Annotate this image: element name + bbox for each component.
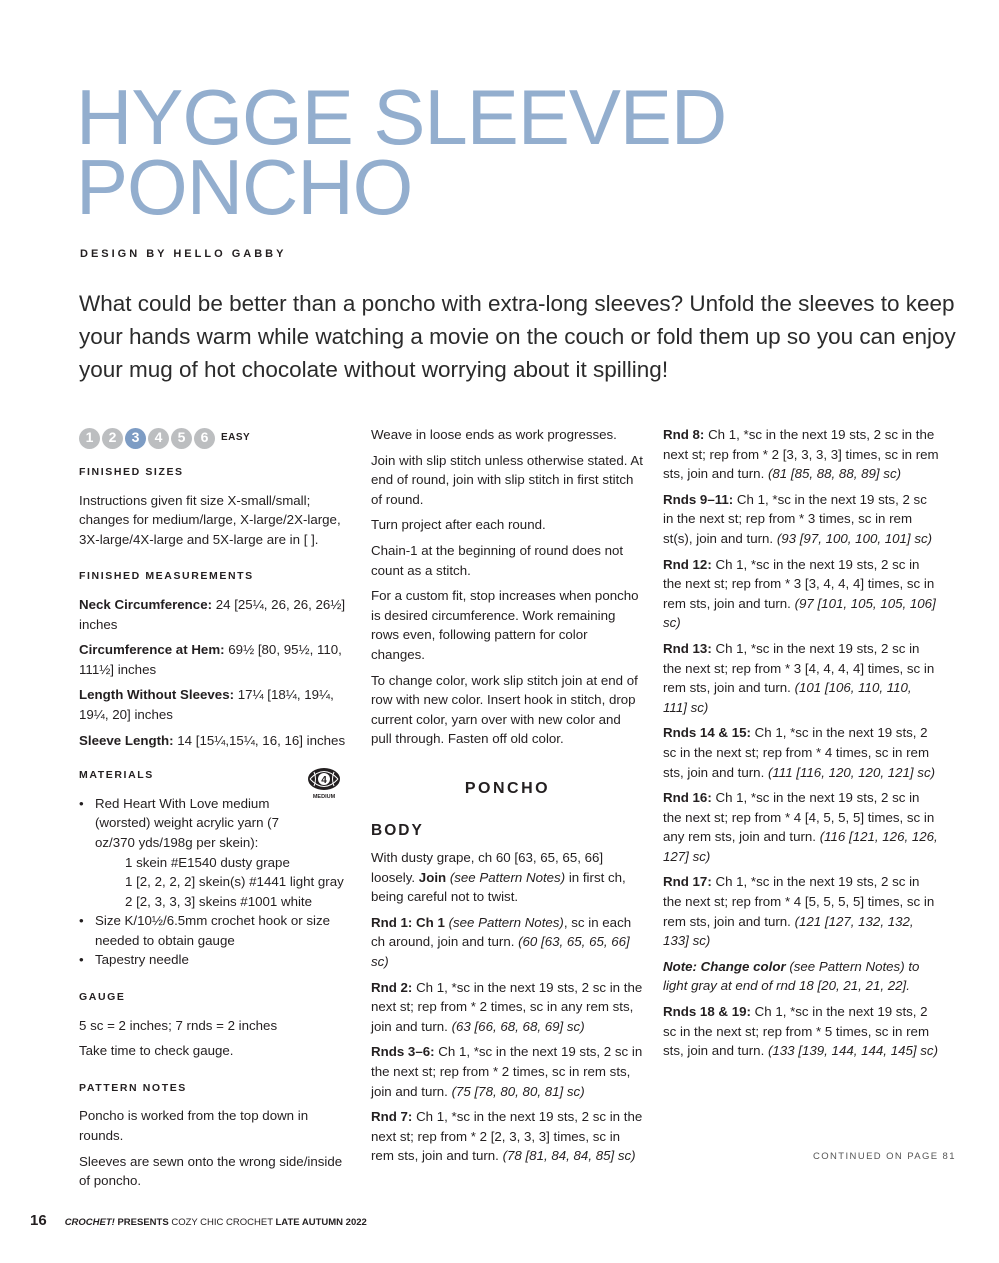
skein-dusty-grape: 1 skein #E1540 dusty grape bbox=[125, 854, 290, 870]
footer-issue: LATE AUTUMN 2022 bbox=[275, 1217, 367, 1228]
footer-series: COZY CHIC CROCHET bbox=[168, 1217, 276, 1228]
materials-section bbox=[79, 766, 349, 970]
svg-text:4: 4 bbox=[321, 775, 327, 787]
pattern-note: Chain-1 at the beginning of round does not count as a stitch. bbox=[371, 542, 624, 578]
footer-presents: PRESENTS bbox=[114, 1217, 169, 1228]
pattern-notes-heading: PATTERN NOTES bbox=[79, 1081, 187, 1094]
column-2 bbox=[371, 425, 644, 1172]
round-instruction: Rnds 3–6: Ch 1, *sc in the next 19 sts, 2 sc in the next st; rep from * 2 times, sc in rem sts, join and turn. (75 [78, 80, 80, 81] sc) bbox=[371, 1044, 643, 1099]
finished-sizes-text: Instructions given fit size X-small/small; changes for medium/large, X-large/2X-large, 3X-large/4X-large and 5X-large are in [ ]. bbox=[79, 492, 341, 547]
round-instruction: Rnd 13: Ch 1, *sc in the next 19 sts, 2 sc in the next st; rep from * 3 [4, 4, 4, 4] times, sc in rem sts, join and turn. (101 [106, 110, 110, 111] sc) bbox=[663, 640, 935, 715]
page-number: 16 bbox=[30, 1212, 47, 1229]
pattern-note: Sleeves are sewn onto the wrong side/inside of poncho. bbox=[79, 1153, 343, 1189]
gauge-line-1: 5 sc = 2 inches; 7 rnds = 2 inches bbox=[79, 1017, 278, 1033]
materials-item-hook: • Size K/10½/6.5mm crochet hook or size needed to obtain gauge bbox=[79, 911, 349, 950]
title-line-2: PONCHO bbox=[76, 143, 413, 231]
skill-dot-6: 6 bbox=[194, 428, 215, 449]
page-footer bbox=[30, 1212, 367, 1229]
round-instruction: Rnd 16: Ch 1, *sc in the next 19 sts, 2 sc in the next st; rep from * 4 [4, 5, 5, 5] times, sc in any rem sts, join and turn. (116 [121, 126, 126, 127] sc) bbox=[663, 790, 938, 864]
round-instruction: Rnds 14 & 15: Ch 1, *sc in the next 19 sts, 2 sc in the next st; rep from * 4 times, sc in rem sts, join and turn. (111 [116, 120, 120, 121] sc) bbox=[663, 725, 936, 780]
skill-dot-1: 1 bbox=[79, 428, 100, 449]
column-1 bbox=[79, 425, 349, 1197]
title-line-1: HYGGE SLEEVED bbox=[76, 73, 727, 161]
materials-heading: MATERIALS bbox=[79, 769, 154, 782]
measurement-hem: Circumference at Hem: 69½ [80, 95½, 110, 111½] inches bbox=[79, 642, 342, 677]
pattern-note: For a custom fit, stop increases when poncho is desired circumference. Work remaining rows even, following pattern for color changes. bbox=[371, 588, 639, 662]
page-title bbox=[76, 73, 727, 231]
skein-white: 2 [2, 3, 3, 3] skeins #1001 white bbox=[125, 893, 313, 909]
round-instruction: Rnds 9–11: Ch 1, *sc in the next 19 sts, 2 sc in the next st; rep from * 3 times, sc in rem st(s), join and turn. (93 [97, 100, 100, 101] sc) bbox=[663, 491, 933, 546]
round-instruction: Rnd 17: Ch 1, *sc in the next 19 sts, 2 sc in the next st; rep from * 4 [5, 5, 5, 5] times, sc in rem sts, join and turn. (121 [127, 132, 132, 133] sc) bbox=[663, 874, 935, 949]
continued-on-page: CONTINUED ON PAGE 81 bbox=[813, 1151, 956, 1162]
body-intro: With dusty grape, ch 60 [63, 65, 65, 66] loosely. Join (see Pattern Notes) in first ch, being careful not to twist. bbox=[371, 850, 626, 905]
materials-list bbox=[79, 794, 349, 970]
round-instruction: Rnd 7: Ch 1, *sc in the next 19 sts, 2 sc in the next st; rep from * 2 [2, 3, 3, 3] times, sc in rem sts, join and turn. (78 [81, 84, 84, 85] sc) bbox=[371, 1109, 643, 1164]
poncho-heading: PONCHO bbox=[464, 779, 551, 797]
magazine-name: CROCHET! bbox=[64, 1217, 115, 1228]
skill-dot-2: 2 bbox=[102, 428, 123, 449]
measurement-neck: Neck Circumference: 24 [25¼, 26, 26, 26½] inches bbox=[79, 596, 346, 632]
skein-light-gray: 1 [2, 2, 2, 2] skein(s) #1441 light gray bbox=[125, 874, 344, 890]
intro-paragraph: What could be better than a poncho with extra-long sleeves? Unfold the sleeves to keep your hands warm while watching a movie on the couch or fold them up so you can enjoy your mug of hot chocolate without worrying about it spilling! bbox=[79, 291, 956, 382]
pattern-note: Join with slip stitch unless otherwise stated. At end of round, join with slip stitch in first stitch of round. bbox=[371, 452, 643, 507]
body-heading: BODY bbox=[371, 821, 424, 839]
skill-dot-4: 4 bbox=[148, 428, 169, 449]
skill-level bbox=[79, 425, 349, 451]
round-instruction: Rnd 8: Ch 1, *sc in the next 19 sts, 2 sc in the next st; rep from * 2 [3, 3, 3, 3] times, sc in rem sts, join and turn. (81 [85, 88, 88, 89] sc) bbox=[663, 427, 939, 482]
measurement-length: Length Without Sleeves: 17¼ [18¼, 19¼, 19¼, 20] inches bbox=[79, 687, 334, 722]
pattern-note: Weave in loose ends as work progresses. bbox=[371, 427, 617, 442]
pattern-note: To change color, work slip stitch join at end of row with new color. Insert hook in stitch, drop current color, yarn over with new color and pull through. Fasten off old color. bbox=[371, 672, 638, 747]
measurement-sleeve: Sleeve Length: 14 [15¼,15¼, 16, 16] inches bbox=[79, 732, 346, 748]
svg-text:MEDIUM: MEDIUM bbox=[312, 794, 336, 801]
round-instruction: Rnds 18 & 19: Ch 1, *sc in the next 19 sts, 2 sc in the next st; rep from * 5 times, sc in rem sts, join and turn. (133 [139, 144, 144, 145] sc) bbox=[663, 1004, 938, 1059]
skill-dot-3-active: 3 bbox=[125, 428, 146, 449]
column-3 bbox=[663, 425, 939, 1067]
design-byline: DESIGN BY HELLO GABBY bbox=[80, 248, 287, 260]
round-instruction: Rnd 12: Ch 1, *sc in the next 19 sts, 2 sc in the next st; rep from * 3 [3, 4, 4, 4] times, sc in rem sts, join and turn. (97 [101, 105, 105, 106] sc) bbox=[663, 556, 936, 631]
finished-measurements-heading: FINISHED MEASUREMENTS bbox=[79, 570, 254, 583]
skill-label: EASY bbox=[221, 432, 251, 444]
gauge-line-2: Take time to check gauge. bbox=[79, 1043, 234, 1059]
materials-item-needle: • Tapestry needle bbox=[79, 950, 349, 970]
pattern-note: Poncho is worked from the top down in rounds. bbox=[79, 1108, 309, 1144]
pattern-note: Turn project after each round. bbox=[371, 517, 546, 533]
color-change-note: Note: Change color (see Pattern Notes) to light gray at end of rnd 18 [20, 21, 21, 22]. bbox=[663, 958, 920, 994]
materials-item-yarn: • Red Heart With Love medium (worsted) weight acrylic yarn (7 oz/370 yds/198g per skein): 1 skein #E1540 dusty grape 1 [2, 2, 2, 2] skein(s) #1441 light gray 2 [2, 3, 3, 3] skeins #1001 white bbox=[79, 794, 349, 912]
skill-dot-5: 5 bbox=[171, 428, 192, 449]
gauge-heading: GAUGE bbox=[79, 991, 126, 1004]
round-instruction: Rnd 2: Ch 1, *sc in the next 19 sts, 2 sc in the next st; rep from * 2 times, sc in any rem sts, join and turn. (63 [66, 68, 68, 69] sc) bbox=[371, 979, 643, 1034]
round-instruction: Rnd 1: Ch 1 (see Pattern Notes), sc in each ch around, join and turn. (60 [63, 65, 65, 66] sc) bbox=[371, 914, 632, 970]
finished-sizes-heading: FINISHED SIZES bbox=[79, 466, 184, 478]
